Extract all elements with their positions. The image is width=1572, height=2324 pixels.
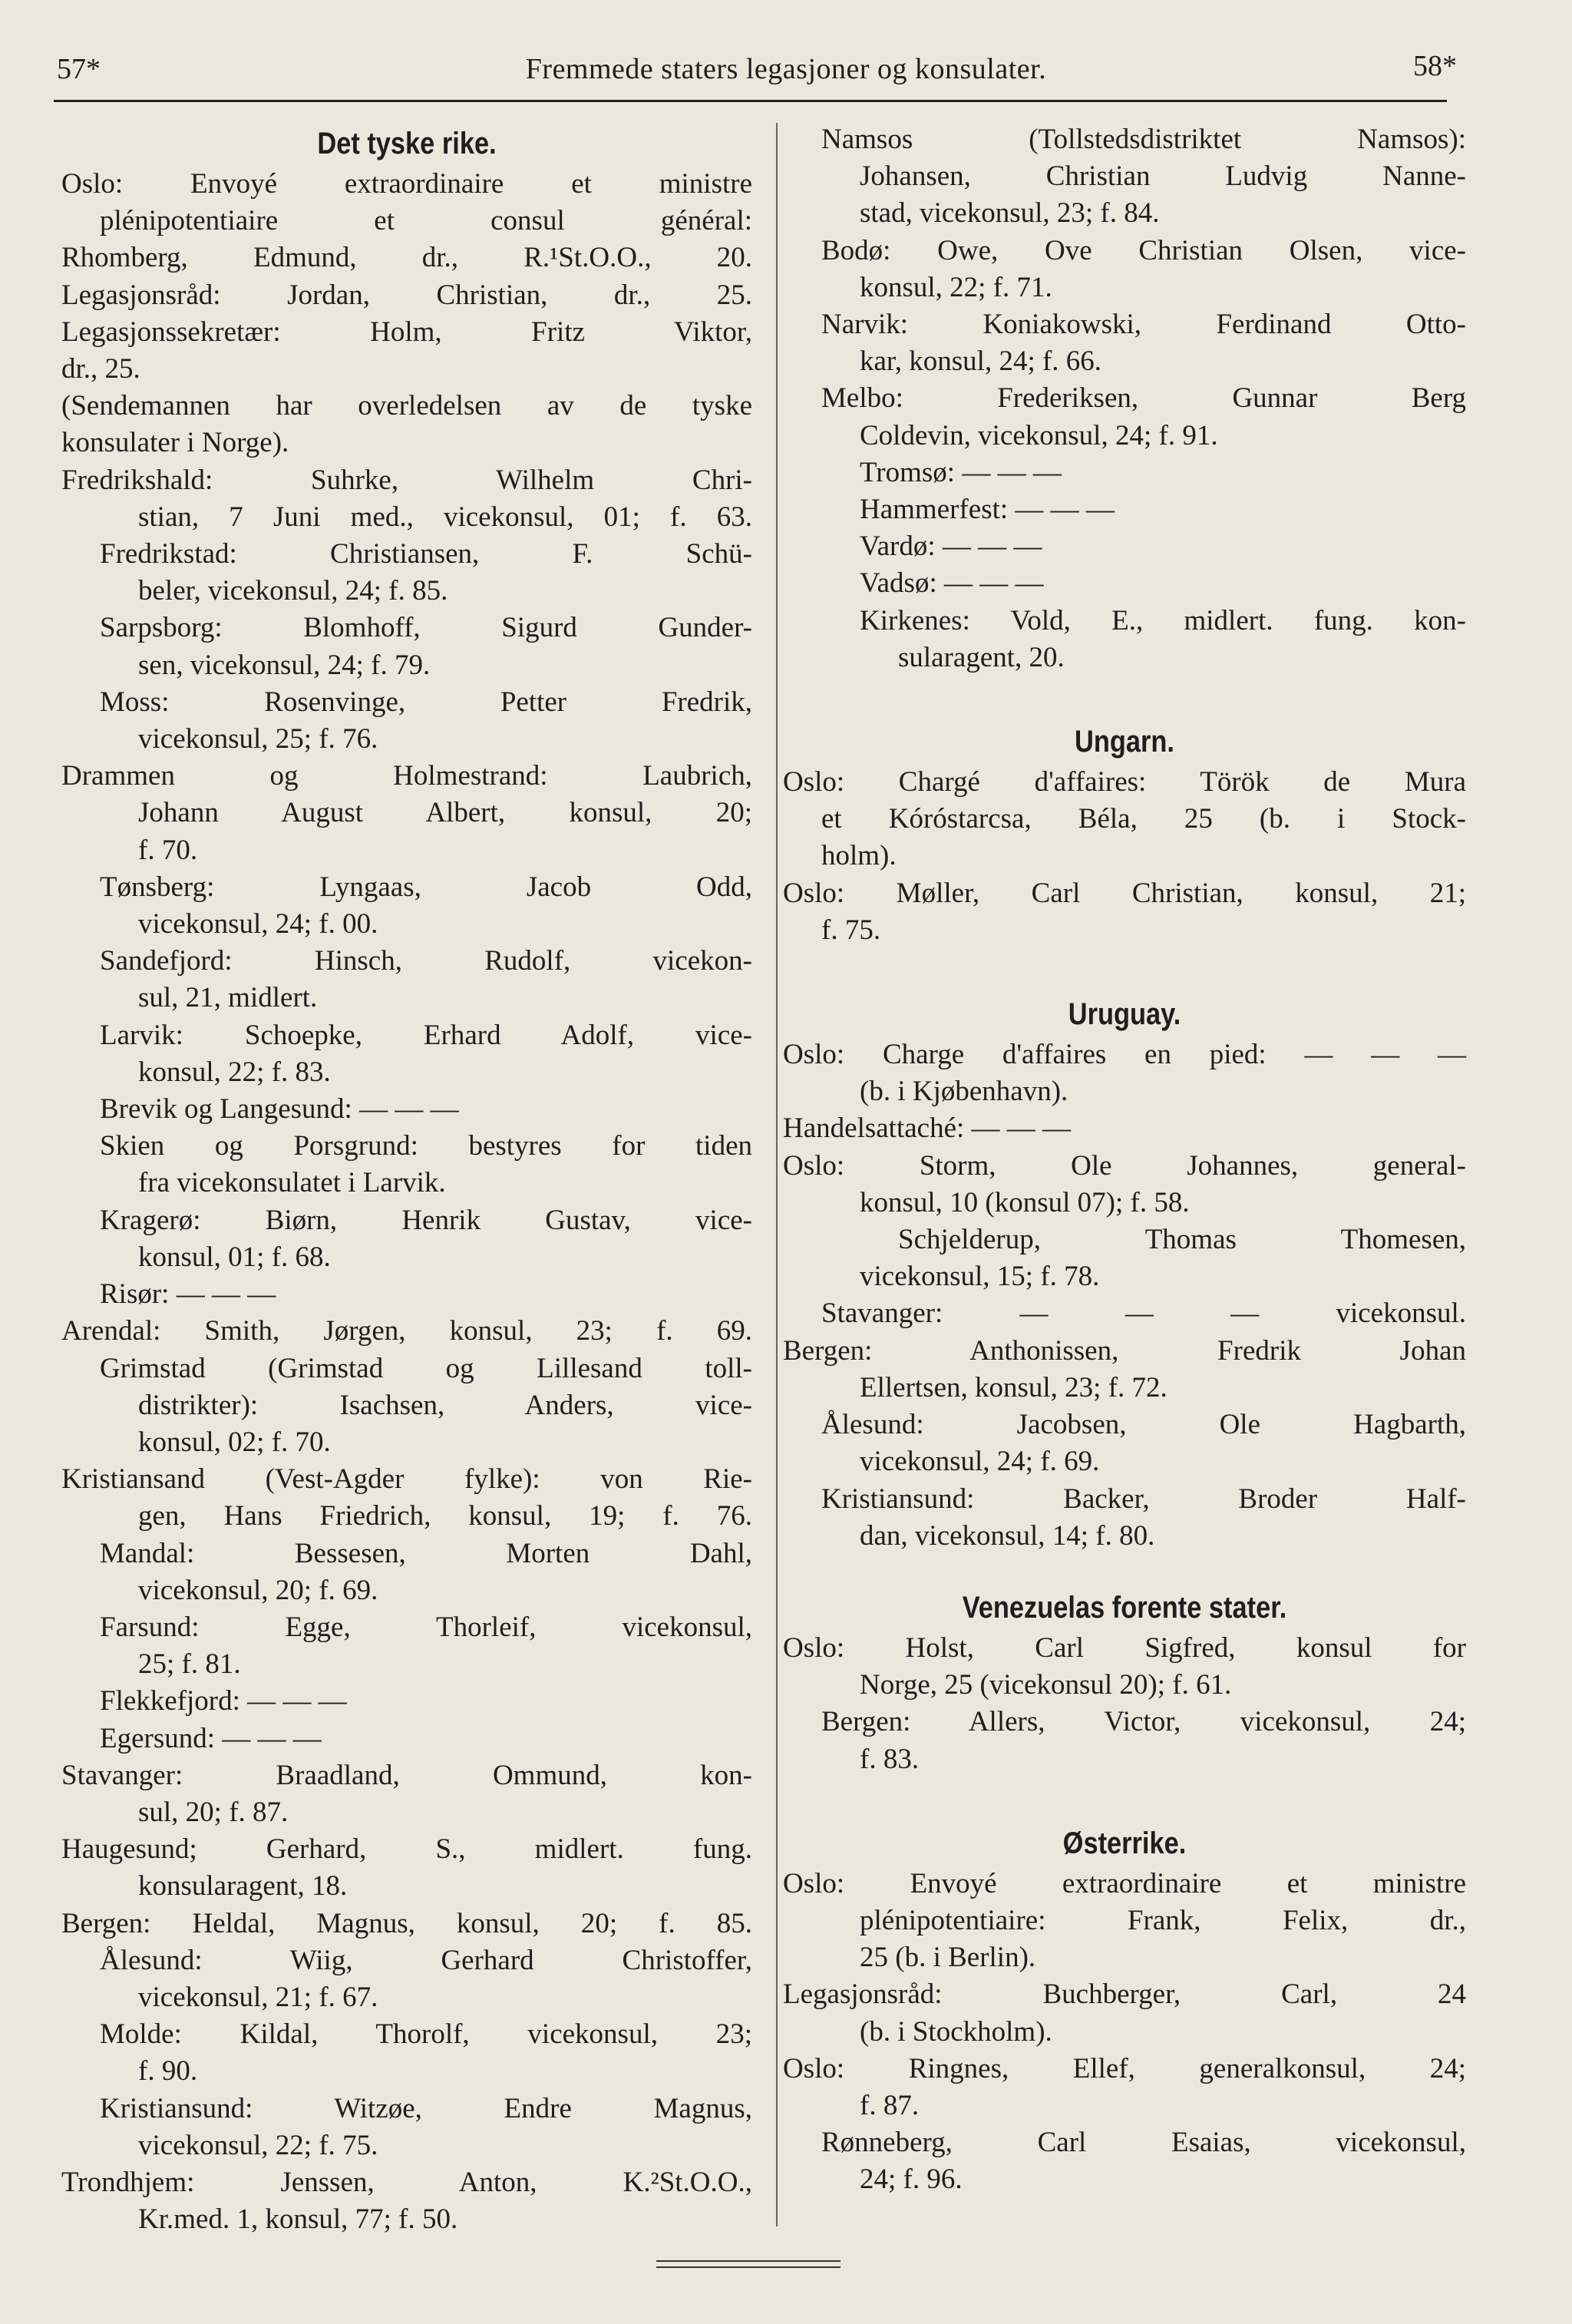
section-heading-hungary: Ungarn. (1075, 725, 1174, 759)
entry-line: stad, vicekonsul, 23; f. 84. (860, 197, 1160, 230)
entry-line: Narvik: Koniakowski, Ferdinand Otto- (821, 309, 1466, 341)
page-number-right: 58* (1413, 50, 1457, 82)
entry-line: Legasjonsråd: Buchberger, Carl, 24 (783, 1979, 1466, 2011)
entry-line: f. 75. (821, 914, 881, 946)
entry-line: f. 90. (138, 2055, 198, 2088)
entry-line: f. 70. (138, 834, 198, 866)
entry-line: beler, vicekonsul, 24; f. 85. (138, 575, 448, 607)
entry-line: 25 (b. i Berlin). (860, 1942, 1036, 1974)
entry-line: Stavanger: — — — vicekonsul. (821, 1298, 1466, 1330)
entry-line: Vadsø: — — — (860, 567, 1044, 600)
entry-line: Egersund: — — — (100, 1722, 322, 1754)
entry-line: Larvik: Schoepke, Erhard Adolf, vice- (100, 1019, 752, 1051)
entry-line: Coldevin, vicekonsul, 24; f. 91. (860, 419, 1218, 451)
entry-line: Kragerø: Biørn, Henrik Gustav, vice- (100, 1204, 752, 1236)
spacer (783, 1778, 1466, 1821)
entry-line: et Kóróstarcsa, Béla, 25 (b. i Stock- (821, 803, 1466, 835)
header-rule (54, 100, 1447, 102)
entry-line: Legasjonssekretær: Holm, Fritz Viktor, (61, 316, 752, 348)
entry-line: konsul, 01; f. 68. (138, 1241, 331, 1273)
section-heading-venezuela: Venezuelas forente stater. (962, 1590, 1287, 1625)
entry-line: Rønneberg, Carl Esaias, vicekonsul, (821, 2127, 1466, 2159)
running-header (0, 46, 1572, 92)
entry-line: sul, 21, midlert. (138, 982, 318, 1014)
entry-line: stian, 7 Juni med., vicekonsul, 01; f. 63. (138, 501, 752, 533)
entry-line: plénipotentiaire et consul général: (100, 205, 752, 237)
entry-line: fra vicekonsulatet i Larvik. (138, 1167, 446, 1199)
entry-line: Risør: — — — (100, 1278, 276, 1311)
entry-line: konsul, 22; f. 71. (860, 271, 1052, 303)
entry-line: konsulater i Norge). (61, 427, 289, 459)
entry-line: Hammerfest: — — — (860, 494, 1115, 526)
entry-line: Oslo: Chargé d'affaires: Török de Mura (783, 766, 1466, 798)
entry-line: Kr.med. 1, konsul, 77; f. 50. (138, 2203, 458, 2236)
entry-line: gen, Hans Friedrich, konsul, 19; f. 76. (138, 1500, 752, 1532)
entry-line: (b. i Kjøbenhavn). (860, 1076, 1068, 1108)
entry-line: sen, vicekonsul, 24; f. 79. (138, 649, 431, 681)
entry-line: Namsos (Tollstedsdistriktet Namsos): (821, 124, 1466, 155)
entry-line: vicekonsul, 24; f. 00. (138, 908, 378, 941)
column-divider (776, 123, 778, 2226)
entry-line: Haugesund; Gerhard, S., midlert. fung. (61, 1833, 752, 1866)
entry-line: Ålesund: Jacobsen, Ole Hagbarth, (821, 1409, 1466, 1441)
entry-line: dr., 25. (61, 353, 140, 385)
entry-line: Arendal: Smith, Jørgen, konsul, 23; f. 69. (61, 1315, 752, 1347)
entry-line: vicekonsul, 25; f. 76. (138, 723, 378, 755)
entry-line: Fredrikshald: Suhrke, Wilhelm Chri- (61, 464, 752, 496)
entry-line: dan, vicekonsul, 14; f. 80. (860, 1519, 1155, 1552)
entry-line: kar, konsul, 24; f. 66. (860, 345, 1102, 378)
entry-line: Grimstad (Grimstad og Lillesand toll- (100, 1352, 752, 1384)
spacer (783, 676, 1466, 719)
entry-line: Oslo: Ringnes, Ellef, generalkonsul, 24; (783, 2052, 1466, 2084)
entry-line: f. 83. (860, 1743, 920, 1775)
entry-line: Mandal: Bessesen, Morten Dahl, (100, 1537, 752, 1569)
footer-rule (656, 2260, 840, 2262)
entry-line: 25; f. 81. (138, 1648, 241, 1681)
entry-line: Handelsattaché: — — — (783, 1112, 1072, 1145)
entry-line: Fredrikstad: Christiansen, F. Schü- (100, 538, 752, 570)
entry-line: Kirkenes: Vold, E., midlert. fung. kon- (860, 604, 1466, 636)
entry-line: Kristiansund: Witzøe, Endre Magnus, (100, 2092, 752, 2124)
entry-line: vicekonsul, 21; f. 67. (138, 1981, 378, 2013)
entry-line: vicekonsul, 22; f. 75. (138, 2129, 378, 2161)
section-heading-germany: Det tyske rike. (317, 127, 497, 160)
entry-line: plénipotentiaire: Frank, Felix, dr., (860, 1904, 1466, 1936)
section-heading-uruguay: Uruguay. (1068, 997, 1181, 1032)
entry-line: Molde: Kildal, Thorolf, vicekonsul, 23; (100, 2018, 752, 2051)
footer-rule (656, 2266, 840, 2268)
entry-line: konsul, 10 (konsul 07); f. 58. (860, 1186, 1190, 1218)
entry-line: konsul, 22; f. 83. (138, 1056, 331, 1088)
entry-line: distrikter): Isachsen, Anders, vice- (138, 1389, 752, 1421)
spacer (783, 949, 1466, 992)
entry-line: Trondhjem: Jenssen, Anton, K.²St.O.O., (61, 2166, 752, 2198)
entry-line: Bergen: Heldal, Magnus, konsul, 20; f. 85. (61, 1907, 752, 1939)
entry-line: Brevik og Langesund: — — — (100, 1093, 459, 1126)
entry-line: Farsund: Egge, Thorleif, vicekonsul, (100, 1611, 752, 1643)
entry-line: Vardø: — — — (860, 531, 1042, 563)
entry-line: Bergen: Allers, Victor, vicekonsul, 24; (821, 1706, 1466, 1738)
page-number-left: 57* (57, 53, 101, 85)
entry-line: holm). (821, 840, 897, 872)
entry-line: Skien og Porsgrund: bestyres for tiden (100, 1130, 752, 1162)
entry-line: Legasjonsråd: Jordan, Christian, dr., 25. (61, 279, 752, 311)
entry-line: Sarpsborg: Blomhoff, Sigurd Gunder- (100, 612, 752, 644)
entry-line: sularagent, 20. (898, 641, 1065, 673)
entry-line: Stavanger: Braadland, Ommund, kon- (61, 1759, 752, 1791)
entry-line: Tønsberg: Lyngaas, Jacob Odd, (100, 871, 752, 903)
right-column (783, 121, 1466, 2199)
entry-line: Bodø: Owe, Ove Christian Olsen, vice- (821, 234, 1466, 266)
entry-line: konsularagent, 18. (138, 1870, 348, 1903)
entry-line: Norge, 25 (vicekonsul 20); f. 61. (860, 1669, 1232, 1701)
entry-line: Oslo: Envoyé extraordinaire et ministre (783, 1867, 1466, 1899)
entry-line: Bergen: Anthonissen, Fredrik Johan (783, 1334, 1466, 1367)
entry-line: Johann August Albert, konsul, 20; (138, 797, 752, 829)
entry-line: (Sendemannen har overledelsen av de tyske (61, 390, 752, 422)
entry-line: Flekkefjord: — — — (100, 1685, 347, 1717)
spacer (783, 1555, 1466, 1585)
entry-line: vicekonsul, 20; f. 69. (138, 1574, 378, 1606)
entry-line: Tromsø: — — — (860, 456, 1062, 488)
entry-line: 24; f. 96. (860, 2164, 963, 2196)
entry-line: Ellertsen, konsul, 23; f. 72. (860, 1371, 1167, 1403)
entry-line: f. 87. (860, 2089, 920, 2121)
entry-line: vicekonsul, 15; f. 78. (860, 1261, 1100, 1293)
section-heading-austria: Østerrike. (1062, 1826, 1187, 1860)
entry-line: konsul, 02; f. 70. (138, 1426, 331, 1458)
footer-double-rule (656, 2260, 840, 2268)
entry-line: (b. i Stockholm). (860, 2015, 1052, 2048)
entry-line: Ålesund: Wiig, Gerhard Christoffer, (100, 1944, 752, 1976)
left-column (61, 121, 752, 2238)
entry-line: Oslo: Envoyé extraordinaire et ministre (61, 168, 752, 200)
entry-line: Johansen, Christian Ludvig Nanne- (860, 160, 1466, 193)
entry-line: Moss: Rosenvinge, Petter Fredrik, (100, 686, 752, 718)
entry-line: Oslo: Holst, Carl Sigfred, konsul for (783, 1631, 1466, 1664)
entry-line: Oslo: Møller, Carl Christian, konsul, 21; (783, 877, 1466, 909)
entry-line: Melbo: Frederiksen, Gunnar Berg (821, 382, 1466, 415)
entry-line: Kristiansund: Backer, Broder Half- (821, 1483, 1466, 1515)
entry-line: Drammen og Holmestrand: Laubrich, (61, 760, 752, 792)
entry-line: Rhomberg, Edmund, dr., R.¹St.O.O., 20. (61, 242, 752, 274)
entry-line: Schjelderup, Thomas Thomesen, (898, 1224, 1466, 1256)
entry-line: Oslo: Charge d'affaires en pied: — — — (783, 1039, 1466, 1071)
entry-line: Kristiansand (Vest-Agder fylke): von Rie- (61, 1463, 752, 1496)
entry-line: sul, 20; f. 87. (138, 1796, 289, 1828)
entry-line: Oslo: Storm, Ole Johannes, general- (783, 1149, 1466, 1182)
entry-line: Sandefjord: Hinsch, Rudolf, vicekon- (100, 945, 752, 977)
entry-line: vicekonsul, 24; f. 69. (860, 1446, 1100, 1478)
header-title: Fremmede staters legasjoner og konsulater. (525, 53, 1047, 85)
